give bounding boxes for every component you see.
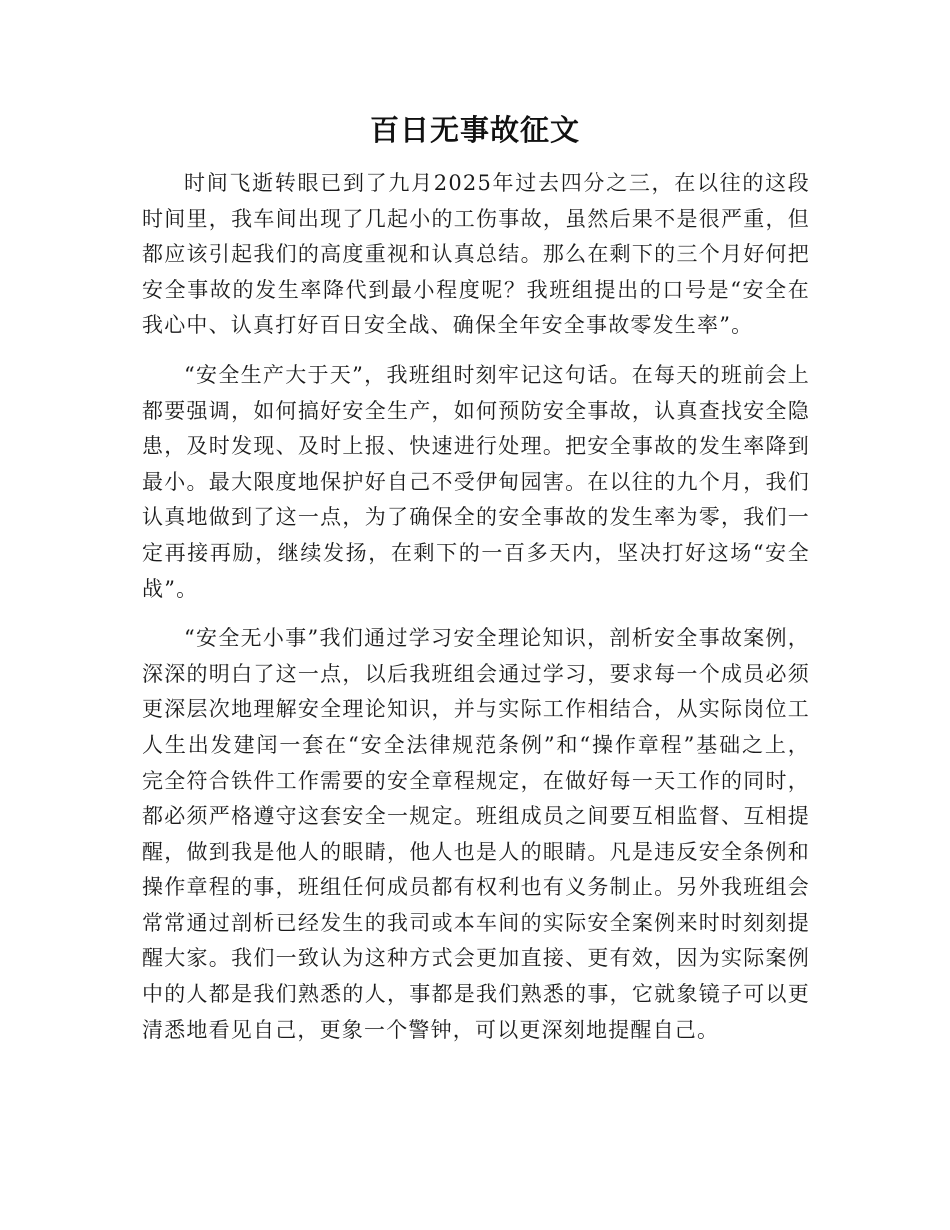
document-title: 百日无事故征文	[369, 113, 580, 147]
paragraph-2: “安全生产大于天”，我班组时刻牢记这句话。在每天的班前会上都要强调，如何搞好安全生产，如何预防安全事故，认真查找安全隐患，及时发现、及时上报、快速进行处理。把安全事故的发生率降到最小。最大限度地保护好自己不受伊甸园害。在以往的九个月，我们认真地做到了这一点，为了确保全的安全事故的发生率为零，我们一定再接再励，继续发扬，在剩下的一百多天内，坚决打好这场“安全战”。	[142, 362, 810, 601]
paragraph-3: “安全无小事”我们通过学习安全理论知识，剖析安全事故案例，深深的明白了这一点，以后我班组会通过学习，要求每一个成员必须更深层次地理解安全理论知识，并与实际工作相结合，从实际岗位工人生出发建闰一套在“安全法律规范条例”和“操作章程”基础之上，完全符合铁件工作需要的安全章程规定，在做好每一天工作的同时，都必须严格遵守这套安全一规定。班组成员之间要互相监督、互相提醒，做到我是他人的眼睛，他人也是人的眼睛。凡是违反安全条例和操作章程的事，班组任何成员都有权利也有义务制止。另外我班组会常常通过剖析已经发生的我司或本车间的实际安全案例来时时刻刻提醒大家。我们一致认为这种方式会更加直接、更有效，因为实际案例中的人都是我们熟悉的人，事都是我们熟悉的事，它就象镜子可以更清悉地看见自己，更象一个警钟，可以更深刻地提醒自己。	[142, 626, 810, 1042]
paragraph-1: 时间飞逝转眼已到了九月2025年过去四分之三，在以往的这段时间里，我车间出现了几起小的工伤事故，虽然后果不是很严重，但都应该引起我们的高度重视和认真总结。那么在剩下的三个月好何把安全事故的发生率降代到最小程度呢？我班组提出的口号是“安全在我心中、认真打好百日安全战、确保全年安全事故零发生率”。	[142, 171, 810, 338]
document-body	[142, 166, 810, 1062]
